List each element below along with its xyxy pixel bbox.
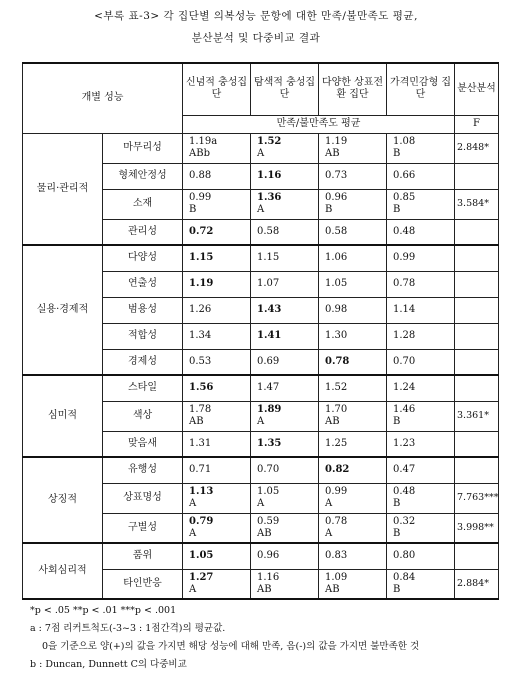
mean-cell xyxy=(183,163,251,189)
header-anova: 분산분석 xyxy=(455,63,499,115)
f-value: 3.584* xyxy=(455,189,499,219)
mean-value: 0.72 xyxy=(189,225,214,237)
item-label: 연출성 xyxy=(103,271,183,297)
header-row-label: 개별 성능 xyxy=(23,63,183,133)
mean-value: 0.48 xyxy=(393,225,416,237)
mean-value: 1.24 xyxy=(393,382,416,394)
group-letter: A xyxy=(257,498,265,509)
mean-cell xyxy=(251,297,319,323)
f-value xyxy=(455,297,499,323)
mean-cell xyxy=(183,189,251,219)
item-label: 상표명성 xyxy=(103,483,183,513)
mean-cell xyxy=(319,569,387,599)
note-significance: *p < .05 **p < .01 ***p < .001 xyxy=(30,605,177,616)
mean-value: 1.34 xyxy=(189,330,212,341)
mean-value: 1.07 xyxy=(257,278,280,289)
mean-cell xyxy=(251,513,319,543)
mean-cell xyxy=(251,375,319,401)
group-letter: B xyxy=(393,416,401,427)
group-letter: A xyxy=(257,148,265,159)
mean-cell xyxy=(183,133,251,163)
mean-value: 1.31 xyxy=(189,437,212,449)
mean-cell xyxy=(183,457,251,483)
table-row xyxy=(23,245,499,271)
mean-cell xyxy=(319,133,387,163)
mean-cell xyxy=(319,245,387,271)
f-value xyxy=(455,375,499,401)
mean-cell xyxy=(251,401,319,431)
item-label: 타인반응 xyxy=(103,569,183,599)
group-letter: A xyxy=(257,204,265,215)
mean-value: 1.05 xyxy=(325,278,348,289)
mean-value: 1.19 xyxy=(325,136,348,147)
mean-value: 0.53 xyxy=(189,355,212,367)
mean-cell xyxy=(387,513,455,543)
mean-value: 0.70 xyxy=(393,355,416,367)
mean-cell xyxy=(319,297,387,323)
item-label: 적합성 xyxy=(103,323,183,349)
mean-cell xyxy=(319,271,387,297)
category-label: 상징적 xyxy=(23,457,103,543)
mean-cell xyxy=(387,431,455,457)
group-letter: AB xyxy=(257,527,272,539)
mean-value: 0.79 xyxy=(189,515,214,527)
f-value xyxy=(455,323,499,349)
mean-cell xyxy=(319,457,387,483)
mean-value: 1.26 xyxy=(189,304,212,315)
group-letter: AB xyxy=(325,416,340,427)
item-label: 형체안정성 xyxy=(103,163,183,189)
mean-cell xyxy=(183,543,251,569)
table-row xyxy=(23,457,499,483)
mean-value: 1.35 xyxy=(257,437,282,449)
mean-value: 0.71 xyxy=(189,464,212,476)
mean-value: 0.58 xyxy=(257,225,280,237)
mean-cell xyxy=(183,569,251,599)
mean-value: 1.23 xyxy=(393,437,416,449)
mean-cell xyxy=(319,543,387,569)
mean-cell xyxy=(183,323,251,349)
mean-cell xyxy=(183,375,251,401)
mean-cell xyxy=(251,163,319,189)
mean-value: 1.25 xyxy=(325,437,348,449)
mean-value: 0.78 xyxy=(393,278,416,289)
table-title-line1: <부록 표-3> 각 집단별 의복성능 문항에 대한 만족/불만족도 평균, xyxy=(94,10,418,22)
mean-cell xyxy=(183,297,251,323)
mean-cell xyxy=(183,401,251,431)
f-value xyxy=(455,349,499,375)
mean-value: 1.30 xyxy=(325,330,348,341)
table-row xyxy=(23,133,499,163)
mean-value: 1.27 xyxy=(189,571,214,583)
mean-cell xyxy=(319,189,387,219)
mean-cell xyxy=(251,543,319,569)
mean-value: 0.99 xyxy=(189,192,212,203)
mean-cell xyxy=(387,543,455,569)
mean-value: 1.70 xyxy=(325,404,348,415)
mean-value: 1.56 xyxy=(189,382,214,394)
f-value xyxy=(455,245,499,271)
mean-value: 0.99 xyxy=(325,486,348,497)
f-value xyxy=(455,431,499,457)
f-value xyxy=(455,219,499,245)
mean-value: 0.96 xyxy=(325,192,348,203)
mean-value: 0.98 xyxy=(325,304,348,315)
mean-cell xyxy=(387,245,455,271)
mean-value: 1.19a xyxy=(189,136,218,147)
item-label: 마무리성 xyxy=(103,133,183,163)
group-letter: B xyxy=(189,204,197,215)
mean-cell xyxy=(319,375,387,401)
mean-cell xyxy=(387,297,455,323)
mean-value: 0.78 xyxy=(325,515,348,527)
mean-value: 1.06 xyxy=(325,252,348,264)
f-value: 3.361* xyxy=(455,401,499,431)
mean-value: 0.48 xyxy=(393,486,416,497)
mean-value: 0.85 xyxy=(393,192,416,203)
mean-cell xyxy=(319,219,387,245)
mean-cell xyxy=(251,219,319,245)
mean-value: 0.83 xyxy=(325,550,348,562)
category-label: 사회심리적 xyxy=(23,543,103,599)
item-label: 다양성 xyxy=(103,245,183,271)
group-letter: B xyxy=(393,148,401,159)
mean-value: 1.05 xyxy=(257,486,280,497)
mean-value: 1.78 xyxy=(189,404,212,415)
header-group-4: 가격민감형 집단 xyxy=(387,63,455,115)
mean-value: 1.13 xyxy=(189,486,214,497)
group-letter: B xyxy=(393,498,401,509)
mean-cell xyxy=(387,219,455,245)
item-label: 구별성 xyxy=(103,513,183,543)
group-letter: ABb xyxy=(189,148,210,159)
group-letter: A xyxy=(257,416,265,427)
item-label: 경제성 xyxy=(103,349,183,375)
mean-value: 0.96 xyxy=(257,550,280,562)
mean-cell xyxy=(319,401,387,431)
mean-value: 0.32 xyxy=(393,515,416,527)
mean-cell xyxy=(251,133,319,163)
mean-cell xyxy=(387,349,455,375)
mean-value: 1.15 xyxy=(257,252,280,264)
mean-cell xyxy=(251,189,319,219)
f-value xyxy=(455,163,499,189)
mean-cell xyxy=(387,163,455,189)
mean-cell xyxy=(319,163,387,189)
mean-value: 0.47 xyxy=(393,464,416,476)
item-label: 스타일 xyxy=(103,375,183,401)
category-label: 물리·관리적 xyxy=(23,133,103,245)
mean-cell xyxy=(319,513,387,543)
item-label: 유행성 xyxy=(103,457,183,483)
category-label: 실용·경제적 xyxy=(23,245,103,375)
f-value: 7.763*** xyxy=(455,483,499,513)
results-table xyxy=(22,62,499,600)
group-letter: AB xyxy=(325,148,340,159)
mean-cell xyxy=(183,513,251,543)
group-letter: AB xyxy=(325,583,340,595)
mean-cell xyxy=(183,219,251,245)
mean-value: 0.58 xyxy=(325,225,348,237)
mean-value: 1.19 xyxy=(189,278,214,289)
item-label: 색상 xyxy=(103,401,183,431)
mean-value: 1.46 xyxy=(393,404,416,415)
mean-cell xyxy=(251,483,319,513)
item-label: 소재 xyxy=(103,189,183,219)
mean-value: 1.43 xyxy=(257,304,282,315)
category-label: 심미적 xyxy=(23,375,103,457)
header-satisfaction-mean: 만족/불만족도 평균 xyxy=(183,115,455,133)
mean-value: 0.80 xyxy=(393,550,416,562)
mean-cell xyxy=(387,189,455,219)
mean-cell xyxy=(387,375,455,401)
group-letter: B xyxy=(393,583,401,595)
mean-value: 1.16 xyxy=(257,170,282,181)
mean-cell xyxy=(251,323,319,349)
mean-value: 0.88 xyxy=(189,170,212,181)
mean-value: 1.36 xyxy=(257,192,282,203)
f-value xyxy=(455,271,499,297)
mean-value: 1.05 xyxy=(189,550,214,562)
mean-cell xyxy=(183,271,251,297)
note-b: b : Duncan, Dunnett C의 다중비교 xyxy=(30,659,187,670)
mean-cell xyxy=(251,349,319,375)
table-title-line2: 분산분석 및 다중비교 결과 xyxy=(191,32,321,44)
table-row xyxy=(23,543,499,569)
mean-value: 1.52 xyxy=(325,382,348,394)
group-letter: A xyxy=(189,527,197,539)
mean-value: 1.14 xyxy=(393,304,416,315)
group-letter: B xyxy=(393,204,401,215)
mean-value: 0.69 xyxy=(257,355,280,367)
mean-value: 1.89 xyxy=(257,404,282,415)
mean-value: 0.78 xyxy=(325,355,350,367)
f-value xyxy=(455,543,499,569)
mean-cell xyxy=(251,569,319,599)
mean-value: 0.84 xyxy=(393,571,416,583)
mean-cell xyxy=(387,569,455,599)
mean-cell xyxy=(183,245,251,271)
note-a: a : 7점 리커트척도(-3~3 : 1점간격)의 평균값. xyxy=(30,623,226,634)
table-row xyxy=(23,375,499,401)
mean-value: 0.73 xyxy=(325,170,348,181)
f-value: 3.998** xyxy=(455,513,499,543)
group-letter: A xyxy=(325,498,333,509)
mean-cell xyxy=(387,401,455,431)
item-label: 품위 xyxy=(103,543,183,569)
mean-cell xyxy=(251,245,319,271)
f-value xyxy=(455,457,499,483)
group-letter: B xyxy=(325,204,333,215)
mean-cell xyxy=(319,483,387,513)
mean-value: 1.08 xyxy=(393,136,416,147)
header-f: F xyxy=(455,115,499,133)
group-letter: AB xyxy=(189,416,204,427)
note-a-detail: 0을 기준으로 양(+)의 값을 가지면 해당 성능에 대해 만족, 음(-)의 값을 가지면 불만족한 것 xyxy=(42,641,420,652)
item-label: 맞음새 xyxy=(103,431,183,457)
mean-cell xyxy=(319,349,387,375)
mean-cell xyxy=(319,431,387,457)
mean-value: 0.82 xyxy=(325,464,350,476)
item-label: 관리성 xyxy=(103,219,183,245)
mean-value: 1.47 xyxy=(257,382,280,394)
mean-value: 0.59 xyxy=(257,515,280,527)
f-value: 2.884* xyxy=(455,569,499,599)
mean-value: 0.99 xyxy=(393,252,416,264)
mean-cell xyxy=(183,483,251,513)
mean-cell xyxy=(387,457,455,483)
mean-cell xyxy=(387,483,455,513)
mean-cell xyxy=(387,133,455,163)
mean-value: 1.41 xyxy=(257,330,282,341)
item-label: 범용성 xyxy=(103,297,183,323)
mean-cell xyxy=(387,323,455,349)
mean-cell xyxy=(251,457,319,483)
header-group-2: 탐색적 충성집단 xyxy=(251,63,319,115)
mean-value: 1.09 xyxy=(325,571,348,583)
group-letter: B xyxy=(393,527,401,539)
group-letter: A xyxy=(325,527,333,539)
f-value: 2.848* xyxy=(455,133,499,163)
group-letter: AB xyxy=(257,583,272,595)
mean-value: 1.52 xyxy=(257,136,282,147)
header-group-3: 다양한 상표전환 집단 xyxy=(319,63,387,115)
group-letter: A xyxy=(189,583,197,595)
group-letter: A xyxy=(189,498,197,509)
mean-cell xyxy=(183,349,251,375)
mean-value: 0.70 xyxy=(257,464,280,476)
mean-value: 1.16 xyxy=(257,571,280,583)
mean-cell xyxy=(183,431,251,457)
mean-cell xyxy=(319,323,387,349)
mean-cell xyxy=(251,431,319,457)
mean-cell xyxy=(387,271,455,297)
mean-cell xyxy=(251,271,319,297)
mean-value: 1.28 xyxy=(393,330,416,341)
mean-value: 0.66 xyxy=(393,170,416,181)
header-group-1: 신념적 충성집단 xyxy=(183,63,251,115)
mean-value: 1.15 xyxy=(189,252,214,264)
